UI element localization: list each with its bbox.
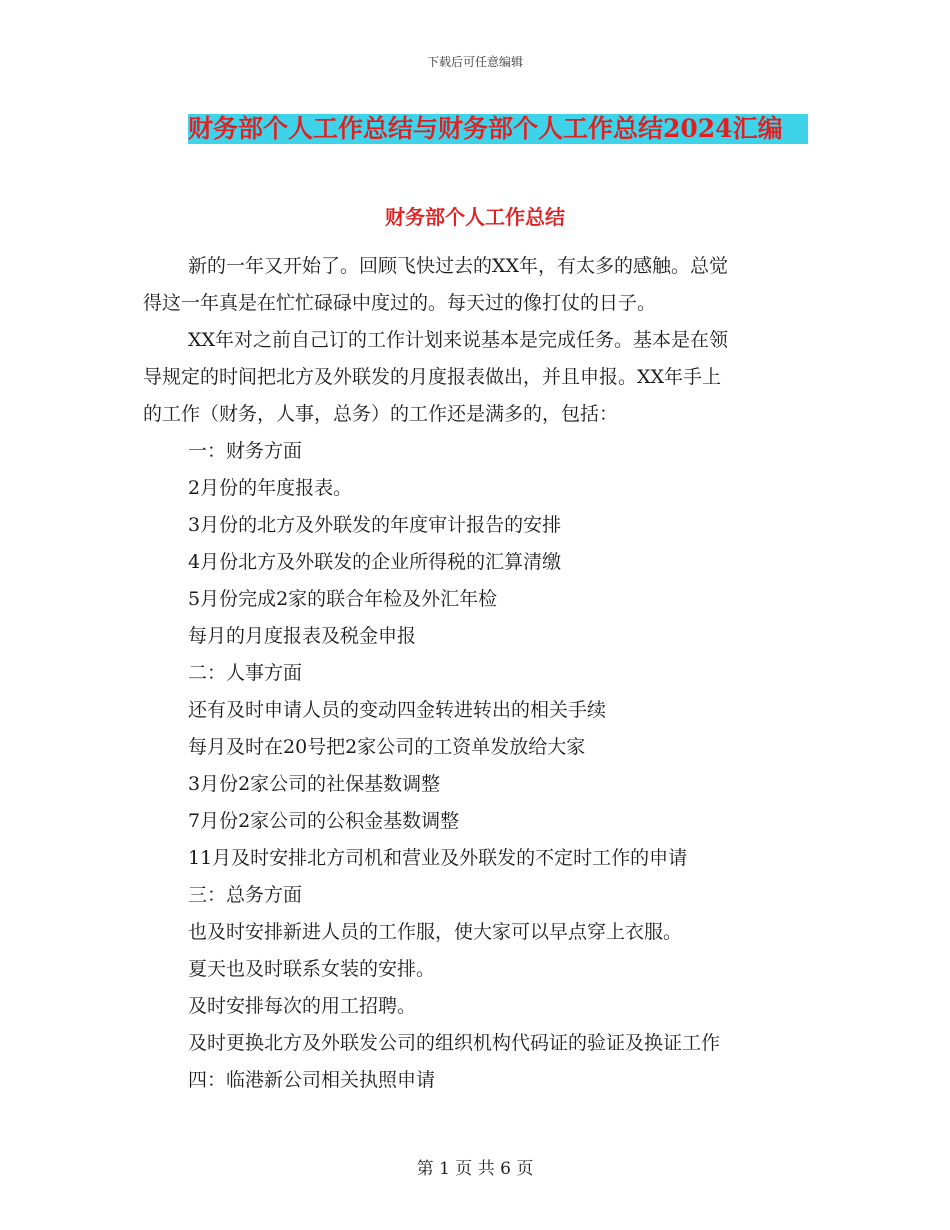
text-line: 夏天也及时联系女装的安排。 [188,958,436,980]
section-title: 财务部个人工作总结 [385,205,565,229]
text-line: 5月份完成2家的联合年检及外汇年检 [188,588,498,610]
page-header: 下载后可任意编辑 [426,55,523,69]
text-line: 2月份的年度报表。 [188,477,353,499]
text-line: 及时安排每次的用工招聘。 [188,995,417,1017]
page-footer: 第 1 页 共 6 页 [416,1159,534,1179]
text-line: 导规定的时间把北方及外联发的月度报表做出，并且申报。XX年手上 [143,366,722,388]
text-line: 二：人事方面 [188,662,303,684]
document-title: 财务部个人工作总结与财务部个人工作总结2024汇编 [188,114,808,144]
text-line: 也及时安排新进人员的工作服，使大家可以早点穿上衣服。 [188,921,683,943]
text-line: 每月的月度报表及税金申报 [188,625,417,647]
text-line: 新的一年又开始了。回顾飞快过去的XX年，有太多的感触。总觉 [188,255,729,277]
text-line: 及时更换北方及外联发公司的组织机构代码证的验证及换证工作 [188,1032,721,1054]
text-line: XX年对之前自己订的工作计划来说基本是完成任务。基本是在领 [188,329,729,351]
text-line: 得这一年真是在忙忙碌碌中度过的。每天过的像打仗的日子。 [143,292,657,314]
text-line: 四：临港新公司相关执照申请 [188,1069,436,1091]
text-line: 一：财务方面 [188,440,303,462]
text-line: 3月份2家公司的社保基数调整 [188,773,441,795]
text-line: 三：总务方面 [188,884,303,906]
document-body [143,248,808,1099]
text-line: 11月及时安排北方司机和营业及外联发的不定时工作的申请 [188,847,688,869]
text-line: 还有及时申请人员的变动四金转进转出的相关手续 [188,699,607,721]
text-line: 每月及时在20号把2家公司的工资单发放给大家 [188,736,586,758]
text-line: 的工作（财务，人事，总务）的工作还是满多的，包括： [143,403,619,425]
text-line: 7月份2家公司的公积金基数调整 [188,810,460,832]
text-line: 4月份北方及外联发的企业所得税的汇算清缴 [188,551,562,573]
text-line: 3月份的北方及外联发的年度审计报告的安排 [188,514,562,536]
